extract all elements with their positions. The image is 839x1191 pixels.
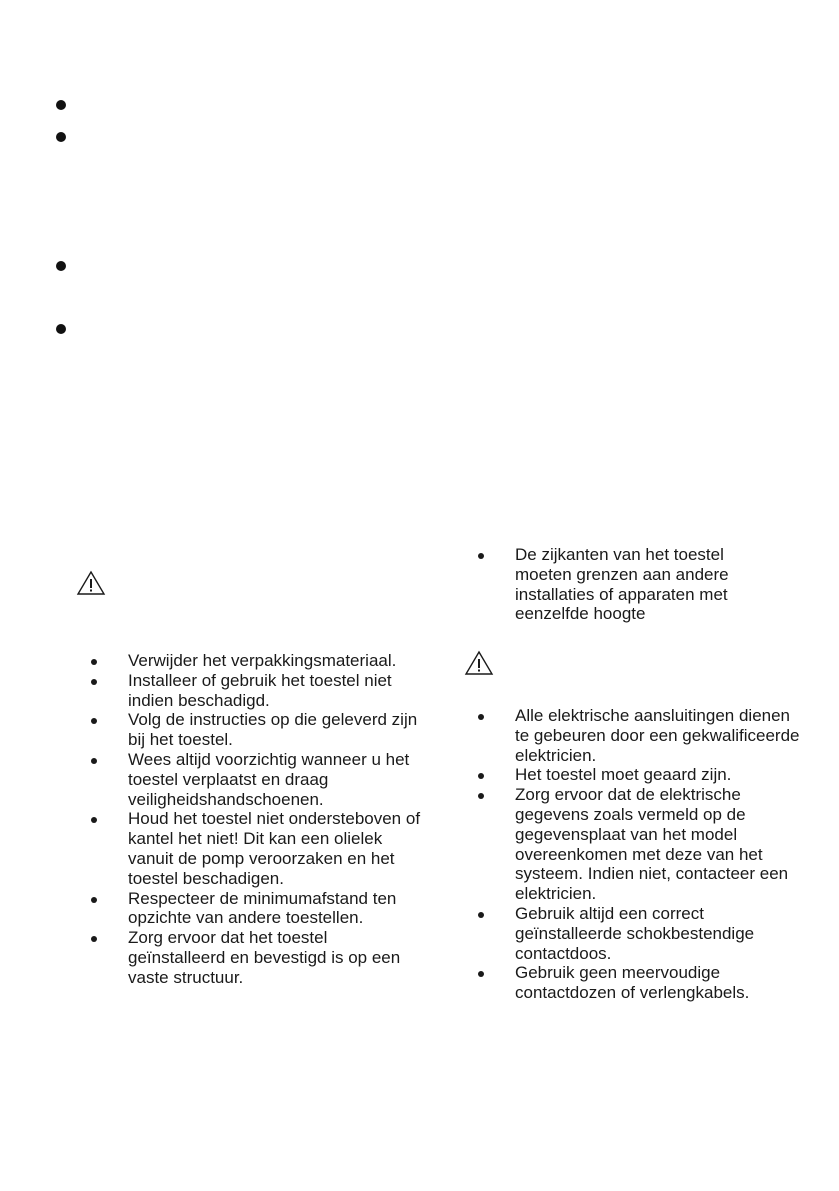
bullet-dot xyxy=(91,897,97,903)
top-bullet-1 xyxy=(56,100,66,110)
list-item-text: Houd het toestel niet ondersteboven of kantel het niet! Dit kan een olielek vanuit de pomp veroorzaken en het toestel beschadigen. xyxy=(128,809,421,888)
bullet-dot xyxy=(91,659,97,665)
left-safety-list xyxy=(91,651,426,988)
list-item xyxy=(91,750,426,809)
bullet-dot xyxy=(91,817,97,823)
list-item-text: Gebruik altijd een correct geïnstalleerde schokbestendige contactdoos. xyxy=(515,903,755,963)
list-item-text: Respecteer de minimumafstand ten opzichte van andere toestellen. xyxy=(128,888,397,928)
list-item-text: Wees altijd voorzichtig wanneer u het toestel verplaatst en draag veiligheidshandschoenen. xyxy=(128,749,410,809)
right-top-list xyxy=(478,545,778,624)
list-item xyxy=(478,904,808,963)
list-item-text: Het toestel moet geaard zijn. xyxy=(515,765,732,785)
bullet-dot xyxy=(91,679,97,685)
list-item xyxy=(91,928,426,987)
list-item xyxy=(91,889,426,929)
bullet-dot xyxy=(478,971,484,977)
list-item-text: Zorg ervoor dat het toestel geïnstalleerd en bevestigd is op een vaste structuur. xyxy=(128,928,401,987)
list-item xyxy=(478,765,808,785)
bullet-dot xyxy=(91,718,97,724)
top-bullet-4 xyxy=(56,324,66,334)
list-item-text: Installeer of gebruik het toestel niet indien beschadigd. xyxy=(128,670,392,710)
warning-icon xyxy=(464,650,494,676)
list-item xyxy=(478,706,808,765)
list-item xyxy=(91,671,426,711)
list-item-text: Gebruik geen meervoudige contactdozen of verlengkabels. xyxy=(515,963,750,1003)
list-item-text: Verwijder het verpakkingsmateriaal. xyxy=(128,651,397,670)
right-electrical-list xyxy=(478,706,808,1003)
list-item xyxy=(91,809,426,888)
bullet-dot xyxy=(91,936,97,942)
list-item-text: Zorg ervoor dat de elektrische gegevens zoals vermeld op de gegevensplaat van het model overeenkomen met deze van het systeem. Indien niet, contacteer een elektricien. xyxy=(515,785,789,904)
bullet-dot xyxy=(478,714,484,720)
top-bullet-2 xyxy=(56,132,66,142)
bullet-dot xyxy=(91,758,97,764)
bullet-dot xyxy=(478,553,484,559)
list-item xyxy=(91,651,426,671)
list-item xyxy=(478,963,808,1003)
list-item xyxy=(478,545,778,624)
list-item-text: Volg de instructies op die geleverd zijn bij het toestel. xyxy=(128,710,418,750)
list-item xyxy=(91,710,426,750)
top-bullet-3 xyxy=(56,261,66,271)
warning-icon xyxy=(76,570,106,596)
list-item-text: De zijkanten van het toestel moeten grenzen aan andere installaties of apparaten met eenzelfde hoogte xyxy=(515,545,729,624)
list-item xyxy=(478,785,808,904)
list-item-text: Alle elektrische aansluitingen dienen te gebeuren door een gekwalificeerde elektricien. xyxy=(515,706,800,765)
bullet-dot xyxy=(478,773,484,779)
bullet-dot xyxy=(478,793,484,799)
bullet-dot xyxy=(478,912,484,918)
